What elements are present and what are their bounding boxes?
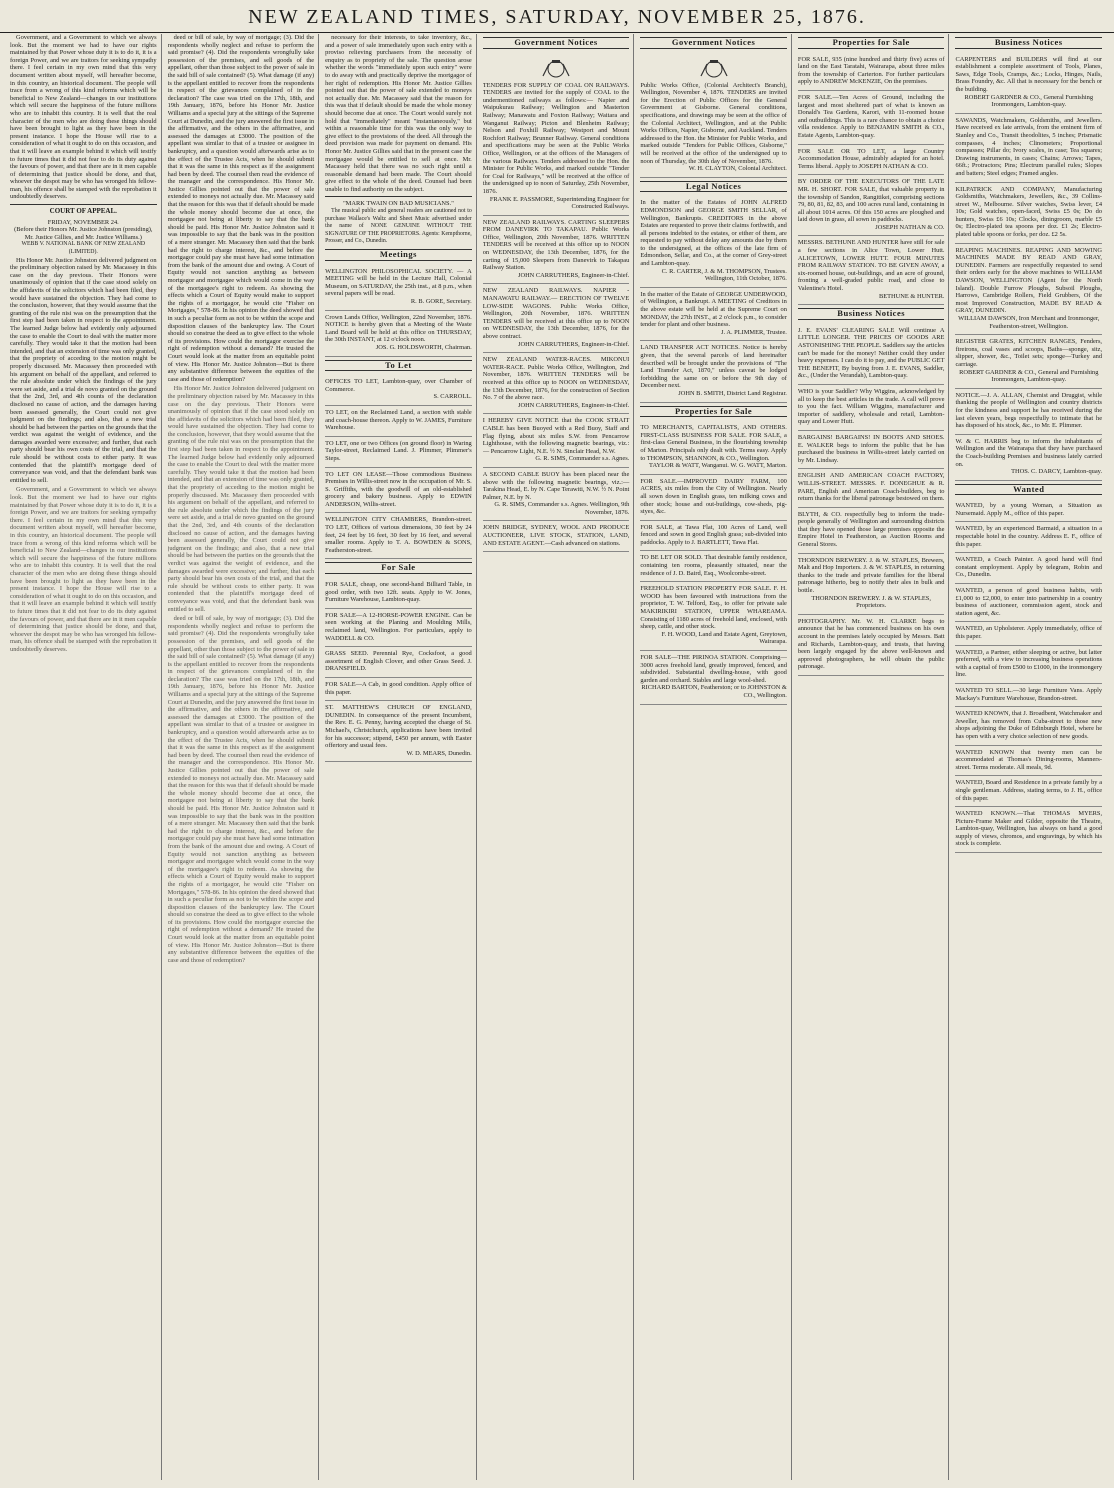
business-advert: SAWANDS, Watchmakers, Goldsmiths, and Jewellers. Have received ex late arrivals, from the eminent firm of Stanley and Co., Transit theodolites, 5 inches; Prismatic compasses, 4 inches; Clinometers; Proportional compasses; Pillar do; Ivory scales, in case; Tea squares; Drawing instruments, in cases; Chains; Arrows; Tapes, 66ft.; Protractors; Pins; Electrum parallel rules; Slopes and batters; Steel edges; Framed angles. [955, 114, 1102, 183]
notice-signature: FRANK E. PASSMORE, Superintending Engineer for Constructed Railways. [489, 195, 630, 211]
advert-signature: ROBERT GARDNER & CO., General Furnishing Ironmongers, Lambton-quay. [964, 93, 1094, 109]
notice-text: NEW ZEALAND RAILWAYS. NAPIER - MANAWATU RAILWAY.— ERECTION OF TWELVE LOW-SIDE WAGONS. Public Works Office, Wellington, 20th November, 1876. WRITTEN TENDERS will be received at this office up to NOON on WEDNESDAY, the 13th December, 1876, for the above contract. [482, 287, 630, 340]
property-advert [640, 582, 787, 651]
column-4 [483, 34, 635, 1480]
notice-text: A SECOND CABLE BUOY has been placed near the above with the following magnetic bearings, viz.:— Tarakina Head, E. by N. Cape Terawiti, N.W. ½ N. Point Palmer, N.E. by N. [482, 470, 630, 501]
sale-advert: GRASS SEED. Perennial Rye, Cocksfoot, a good assortment of English Clover, and other Grass Seed. J. DRANSFIELD. [325, 647, 472, 678]
advert-text: OFFICES TO LET, Lambton-quay, over Chamber of Commerce. [325, 378, 472, 393]
advert-text: FREEHOLD STATION PROPERTY FOR SALE. F. H. WOOD has been favoured with instructions from the proprietor, T. W. Telford, Esq., to offer for private sale MAKIRIKIRI STATION, UPPER WHAREAMA. Consisting of 1180 acres of freehold land, enclosed, with sheep, cattle, and other stock. [640, 585, 787, 631]
notice-text: LAND TRANSFER ACT NOTICES. Notice is hereby given, that the several parcels of land hereinafter described will be brought under the provisions of "The Land Transfer Act, 1870," unless caveat be lodged forbidding the same on or before the 9th day of December next. [640, 344, 787, 390]
meetings-header: Meetings [325, 249, 472, 261]
advert-text: MESSRS. BETHUNE AND HUNTER have still for sale a few sections in Alice Town, Lower Hutt. ALICETOWN, LOWER HUTT. FOUR MINUTES FROM RAILWAY STATION. TO BE GIVEN AWAY, a six-roomed house, out-buildings, and an acre of ground, fronting a well-graded public road, and close to Valentine's Hotel. [797, 239, 945, 293]
property-advert: FOR SALE.—Ten Acres of Ground, including the largest and most sheltered part of what is known as Donald's Tea Gardens, Karori, with 11-roomed house and outbuildings. This is a rare chance to obtain a choice villa residence. Apply to BENJAMIN SMITH & CO., Estate Agents, Lambton-quay. [798, 91, 945, 145]
sale-advert: FOR SALE—A Cab, in good condition. Apply office of this paper. [325, 678, 472, 701]
dateline: FRIDAY, NOVEMBER 24. [47, 218, 119, 226]
business-advert [955, 53, 1102, 114]
sale-advert: FOR SALE, cheap, one second-hand Billiard Table, in good order, with two 12ft. seats. Apply to W. Jones, Furniture Warehouse, Lambton-quay. [325, 578, 472, 609]
government-notice [483, 53, 630, 216]
business-advert: WHO is your Saddler? Why Wiggins, acknowledged by all to keep the best articles in the trade. A call will prove to you the fact. William Wiggins, manufacturer and importer of saddlery, wholesale and retail, Lambton-quay and Lower Hutt. [798, 385, 945, 431]
let-advert: TO LET ON LEASE—Those commodious Business Premises in Willis-street now in the occupation of Mr. S. S. Griffiths, with the goodwill of an old-established grocery and bakery business. Apply to EDWIN ANDERSON, Willis-street. [325, 468, 472, 514]
property-advert: FOR SALE OR TO LET, a large Country Accommodation House, admirably adapted for an hotel. Terms liberal. Apply to JOSEPH NATHAN & CO. [798, 145, 945, 176]
column-6 [798, 34, 950, 1480]
business-advert: ENGLISH AND AMERICAN COACH FACTORY, WILLIS-STREET. MESSRS. F. DONEGHUE & R. PARE, English and American Coach-builders, beg to return thanks for the liberal patronage bestowed on them. [798, 469, 945, 507]
bench-line: (Before their Honors Mr. Justice Johnston (presiding), Mr. Justice Gillies, and Mr. Justice Williams.) [14, 226, 153, 241]
article-text: Government, and a Government to which we always look. But the moment we had to have our rights maintained by that Power whose duty it is to do it, it is a foreign Power, and we are traitors for seeking sympathy there. I feel certain in my own mind that this very document written about myself, will hereafter become, in this country, an historical document. The people will trace from a wrong of this kind reforms which will be beneficial to New Zealand—changes in our institutions which will secure the happiness of the future millions who are to inhabit this country. It is well that the real character of the men who are doing these things should have been brought to light as they have been in the present instance. I hope the House will rise to a consideration of what it ought to do on this occasion, and that it will leave an example behind it which will testify to future times that it did not fear to do its duty against the favours of power, and that there are in it men capable of determining that justice should be done, and that, whoever the despot may be who has wronged his fellow-man, his offence shall be stamped with the reprobation it undoubtedly deserves. [10, 34, 157, 201]
column-7 [955, 34, 1106, 1480]
property-advert: FOR SALE, at Tawa Flat, 100 Acres of Land, well fenced and sown in good English grass; sub-divided into paddocks. Apply to J. BARTLETT, Tawa Flat. [640, 521, 787, 552]
legal-notice [640, 288, 787, 342]
rule [10, 204, 157, 205]
advert-text: ST. MATTHEW'S CHURCH OF ENGLAND, DUNEDIN. In consequence of the present Incumbent, the Rev. E. G. Penny, having accepted the charge of St. Michael's, Christchurch, applications have been invited for his successor; stipend, £450 per annum, with Easter offertory and usual fees. [325, 704, 472, 750]
advert-signature: W. D. MEARS, Dunedin. [406, 749, 472, 757]
article-text: necessary for their interests, to take inventory, &c., and a power of sale immediately upon such entry with a proviso relieving purchasers from the necessity of enquiry as to propriety of the sale. The question arose whether the words "immediately upon such entry" were to do away with and practically deprive the mortgagor of her right of redemption. His Honor Mr. Justice Gillies pointed out that the power of sale extended to moneys not actually due. Mr. Macassey said that the reason for this was that if default should be made the whole money should become due at once. The Court would surely not hold that "immediately" meant "instantaneously," but within a reasonable time for this was the only way to give effect to the provisions of the deed. All through the deed provision was made for payment on demand. His Honor Mr. Justice Gillies said that in the present case the mortgagee would be entitled to sell at once. Mr. Macassey held that there was no such right until a reasonable demand had been made. The Court should give effect to the whole of the deed. Counsel had been unable to find authority on the subject. [325, 34, 472, 193]
advert-signature: THORNDON BREWERY. J. & W. STAPLES, Proprietors. [811, 594, 931, 610]
legal-notice [640, 196, 787, 288]
article-body: His Honor Mr. Justice Johnston delivered judgment on the preliminary objection raised by Mr. Macassey in this case on the day previous. Their Honors were unanimously of opinion that if the case stood solely on the affidavits of the solicitors which had been filed, they would have sustained the objection. They had come to the conclusion, however, that they would assume that the granting of the rule nisi was on the presumption that the first step had been taken in respect to the appointment. The learned Judge below had evidently only adjourned the case to enable the Court to deal with the matter more carefully. They would take it that the motion had been intended, and that an extension of time was only granted, that the propriety of acceding to the motion might be properly discussed. Mr. Macassey then proceeded with his argument on behalf of the appellant, and referred to the rule absolute under which the findings of the jury were set aside, and a trial de novo granted on the ground that the 2nd, 3rd, and 4th counts of the declaration disclosed no cause of action, and the damages having been assessed generally, the Court could not give judgment on the findings; and also, that a new trial should be had between the parties on the grounds that the verdict was against the weight of evidence, and the damages awarded were excessive; and further, that each party should bear his own costs of the trial, and that the rule should be without costs to either party. It was contended that the plaintiff's mortgage deed of conveyance was void, and that the defendant bank was entitled to sell. [10, 256, 157, 484]
notice-signature: G. R. SIMS, Commander s.s. Agnes. [535, 455, 630, 463]
business-advert [955, 244, 1102, 336]
government-notice [483, 468, 630, 522]
case-title: WEBB V. NATIONAL BANK OF NEW ZEALAND (LIMITED). [21, 241, 146, 256]
notice-signature: JOHN CARRUTHERS, Engineer-in-Chief. [517, 271, 630, 279]
government-notice [483, 216, 630, 285]
let-advert [325, 375, 472, 406]
wanted-advert: WANTED KNOWN that twenty men can be accommodated at Thomas's Dining-rooms, Manners-street. Terms moderate. All meals, 9d. [955, 746, 1102, 777]
sale-advert [325, 701, 472, 762]
rule [325, 196, 472, 197]
wanted-advert: WANTED, an Upholsterer. Apply immediately, office of this paper. [955, 622, 1102, 645]
wanted-advert: WANTED, a person of good business habits, with £1,000 to £2,000, to enter into partnership in a country business of auctioneer, commission agent, stock and station agent, &c. [955, 584, 1102, 622]
sale-advert: FOR SALE—A 12-HORSE-POWER ENGINE. Can be seen working at the Planing and Moulding Mills, reclaimed land, Wellington. For particulars, apply to WADDELL & CO. [325, 609, 472, 647]
business-advert: BLYTH, & CO. respectfully beg to inform the trade-people generally of Wellington and surrounding districts that they have opened those large premises opposite the Empire Hotel in Featherston, as Auction Rooms and General Stores. [798, 508, 945, 554]
advert-signature: BETHUNE & HUNTER. [878, 292, 945, 300]
government-notices-header: Government Notices [483, 37, 630, 49]
property-advert: FOR SALE.—IMPROVED DAIRY FARM, 100 ACRES, six miles from the City of Wellington. Nearly all sown down in English grass, ten milking cows and other stock; house and out-buildings, cow-sheds, pig-styes, &c. [640, 475, 787, 521]
business-advert: J. E. EVANS' CLEARING SALE Will continue A LITTLE LONGER. THE PRICES OF GOODS ARE ASTONISHING THE PEOPLE. Saddlers say the articles can't be made for the money! Neither could they under heavy expenses. I can do it to pay, and the PUBLIC GET THE BENEFIT, By buying from J. E. EVANS, Saddler, &c., (Under the Verandah), Lambton-quay. [798, 324, 945, 385]
let-advert: WELLINGTON CITY CHAMBERS, Brandon-street. TO LET, Offices of various dimensions, 30 feet by 24 feet, 24 feet by 16 feet, 30 feet by 16 feet, and several smaller rooms. Apply to T. A. BOWDEN & SONS, Featherston-street. [325, 513, 472, 559]
section-header: COURT OF APPEAL. [49, 207, 117, 216]
advert-signature: F. H. WOOD, Land and Estate Agent, Greytown, Wairarapa. [661, 630, 787, 646]
advert-signature: WILLIAM DAWSON, Iron Merchant and Ironmonger, Featherston-street, Wellington. [958, 315, 1100, 330]
royal-crest-icon [539, 58, 573, 80]
notice-signature: G. R. SIMS, Commander s.s. Agnes. Wellington, 9th November, 1876. [494, 501, 630, 516]
legal-notice [640, 341, 787, 402]
notice-signature: JOHN B. SMITH, District Land Registrar. [678, 389, 787, 397]
business-advert: JOHN BRIDGE, SYDNEY, WOOL AND PRODUCE AUCTIONEER, LIVE STOCK, STATION, LAND, AND ESTATE AGENT.—Cash advanced on stations. [483, 521, 630, 552]
wanted-advert: WANTED KNOWN, that J. Broadbent, Watchmaker and Jeweller, has removed from Cuba-street to those new shops adjoining the Duke of Edinburgh Hotel, where he has open with a very choice selection of new goods. [955, 707, 1102, 745]
notice-signature: C. R. CARTER, J. & M. THOMPSON, Trustees. Wellington, 11th October, 1876. [661, 267, 787, 283]
advert-signature: THOS. C. DARCY, Lambton-quay. [1011, 468, 1103, 476]
notice-signature: W. H. CLAYTON, Colonial Architect. [688, 165, 787, 173]
meeting-notice [325, 311, 472, 357]
government-notice [483, 284, 630, 353]
column-5 [640, 34, 792, 1480]
let-advert: TO LET, on the Reclaimed Land, a section with stable and coach-house thereon. Apply to W. JAMES, Furniture Warehouse. [325, 406, 472, 437]
business-advert [955, 335, 1102, 389]
property-advert [798, 175, 945, 236]
column-2 [168, 34, 320, 1480]
column-1 [10, 34, 162, 1480]
article-text: deed or bill of sale, by way of mortgage; (3). Did the respondents wholly neglect and refuse to perform the said promise? (4). Did the respondents wrongfully take possession of the premises, and sell goods of the appellant, other than those subject to the power of sale in the said bill of sale contained? (5). What damage (if any) is the appellant entitled to recover from the respondents in respect of the grievances complained of in the declaration? The case was tried on the 17th, 18th, and 19th January, 1876, before his Honor Mr. Justice Williams and a special jury at the sittings of the Supreme Court at Dunedin, and the jury answered the first issue in the affirmative, and the others in the affirmative, and assessed the damages at £3000. The position of the appellant was similar to that of a trustee or assignee in bankruptcy, and a question would afterwards arise as to the effect of the Trustee Acts, when he should submit that it was the same in this respect as if the assignment had been by deed. The counsel then read the evidence of the manager and the correspondence. His Honor Mr. Justice Gillies pointed out that the power of sale extended to moneys not actually due. Mr. Macassey said that the reason for this was that if default should be made the whole money should become due at once, the mortgagee not being at liberty to say that the bank should be paid. His Honor Mr. Justice Johnston said it was impossible to say that the bank was in the position of a mere stranger. Mr. Macassey then said that the bank had the right to charge interest, &c., and before the mortgagor could pay she must have had some intimation from the bank of the amount due and owing. A Court of Equity would not sanction anything as between mortgagor and mortgagee which would come in the way of the mortgagee's right to redeem. As showing the effects which a Court of Equity would make to support the rights of a mortgagor, he would cite "Fisher on Mortgages," 578-86. In his opinion the deed showed that in such a peculiar form as not to be within the scope and disposition clauses of the bankruptcy law. The Court should so construe the deed as to give effect to the whole of its provisions. How could the mortgagor exercise the right of redemption without a demand? He trusted the Court would look at the matter from an equitable point of view. His Honor Mr. Justice Johnston—But is there any substantive difference between the equities of the case and those of redemption? [167, 34, 315, 383]
for-sale-header: For Sale [325, 562, 472, 574]
advert-signature: JOSEPH NATHAN & CO. [875, 223, 945, 231]
meeting-text: Crown Lands Office, Wellington, 22nd November, 1876. NOTICE is hereby given that a Meeting of the Waste Land Board will be held at this office on THURSDAY, the 30th INSTANT, at 12 o'clock noon. [325, 313, 472, 344]
legal-notices-header: Legal Notices [640, 181, 787, 193]
advert-signature: S. CARROLL. [433, 393, 472, 401]
to-let-header: To Let [325, 360, 472, 372]
royal-crest-icon [697, 58, 731, 80]
wanted-advert: WANTED KNOWN.—That THOMAS MYERS, Picture-Frame Maker and Gilder, opposite the Theatre, Lambton-quay, Wellington, has always on hand a good supply of views, chromos, and engravings, by which his stock is complete. [955, 807, 1102, 853]
properties-for-sale-header: Properties for Sale [798, 37, 945, 49]
business-notices-header: Business Notices [955, 37, 1102, 49]
masthead-title: NEW ZEALAND TIMES, SATURDAY, NOVEMBER 25, 1876. [248, 6, 866, 28]
advert-text: The musical public and general readers are cautioned not to purchase Wallace's Waltz and Sheet Music advertised under the name of NONE GENUINE WITHOUT THE SIGNATURE OF THE PROPRIETORS. Agents: Kempthorne, Prosser, and Co., Dunedin. [325, 208, 472, 245]
notice-text: NEW ZEALAND WATER-RACES. MIKONUI WATER-RACE. Public Works Office, Wellington, 2nd November, 1876. WRITTEN TENDERS will be received at this office up to NOON on WEDNESDAY, the 13th December, 1876, for the construction of Section No. 7 of the above race. [482, 356, 630, 402]
wanted-header: Wanted [955, 484, 1102, 496]
columns [10, 34, 1106, 1480]
business-advert: NOTICE.—J. A. ALLAN, Chemist and Druggist, while thanking the people of Wellington and country districts for the kindness and support he has received during the last eleven years, begs respectfully to intimate that he has disposed of his stock, &c., to Mr. E. Plimmer. [955, 389, 1102, 435]
column-3 [325, 34, 477, 1480]
wanted-advert: WANTED, Board and Residence in a private family by a single gentleman. Address, stating terms, to J. H., office of this paper. [955, 776, 1102, 807]
properties-for-sale-header: Properties for Sale [640, 406, 787, 418]
notice-signature: JOHN CARRUTHERS, Engineer-in-Chief. [517, 401, 630, 409]
property-advert: FOR SALE, 935 (nine hundred and thirty five) acres of land on the East Taratahi, Wairarapa, about three miles from the township of Carterton. For further particulars apply to ANDREW McKENZIE, On the premises. [798, 53, 945, 91]
meeting-notice [325, 265, 472, 311]
advert-text: BY ORDER OF THE EXECUTORS OF THE LATE MR. H. SHORT. FOR SALE, that valuable property in the township of Sandon, Rangitikei, comprising sections 79, 80, 81, 82, 83, and 100 acres rural land, containing in all about 1014 acres. Of this 150 acres are ploughed and laid down in grass, all sown in paddocks. [797, 178, 945, 224]
meeting-signature: R. B. GORE, Secretary. [410, 298, 472, 305]
advert-text: REGISTER GRATES, KITCHEN RANGES, Fenders, fireirons, coal vases and scoops, Baths—sponge, sitz, slipper, shower, &c., Toilet sets; sponge—Turkey and carriage. [955, 338, 1103, 368]
notice-text: NEW ZEALAND RAILWAYS. CARTING SLEEPERS FROM DANEVIRK TO TAKAPAU. Public Works Office, Wellington, 20th November, 1876. WRITTEN TENDERS will be received at this office up to NOON on WEDNESDAY, the 13th December, 1876, for the carting of 15,000 Sleepers from Danevirk to Takapau Railway Station. [482, 218, 630, 272]
wanted-advert: WANTED TO SELL.—30 large Furniture Vans. Apply Mackay's Furniture Warehouse, Brandon-street. [955, 684, 1102, 707]
government-notice [640, 53, 787, 178]
let-advert: TO LET, one or two Offices (on ground floor) in Waring Taylor-street, Reclaimed Land. J. Plimmer, Plimmer's Steps. [325, 437, 472, 468]
advert-text: W. & C. HARRIS beg to inform the inhabitants of Wellington and the Wairarapa that they have purchased the Coach-building Premises and business lately carried on. [955, 437, 1103, 468]
government-notice [483, 414, 630, 468]
business-notices-header: Business Notices [798, 308, 945, 320]
property-advert [798, 236, 945, 305]
advert-text: FOR SALE—THE PIRINOA STATION. Comprising—3000 acres freehold land, greatly improved, fenced, and subdivided. Substantial dwelling-house, with good garden and orchard. Stables and large wool-shed. [640, 654, 787, 684]
notice-text: In the matter of the Estates of JOHN ALFRED EDMONDSON and GEORGE SMITH SELLAR, of Wellington, Bankrupts. CREDITORS in the above Estates are requested to prove their claims forthwith, and all persons indebted to the estates, or either of them, are requested to pay without delay any amounts due by them to the undersigned, at the offices of the late firm of Edmondson, Sellar, and Co., at the corner of Grey-street and Lambton-quay. [640, 199, 787, 268]
article-text-continued: deed or bill of sale, by way of mortgage; (3). Did the respondents wholly neglect and refuse to perform the said promise? (4). Did the respondents wrongfully take possession of the premises, and sell goods of the appellant, other than those subject to the power of sale in the said bill of sale contained? (5). What damage (if any) is the appellant entitled to recover from the respondents in respect of the grievances complained of in the declaration? The case was tried on the 17th, 18th, and 19th January, 1876, before his Honor Mr. Justice Williams and a special jury at the sittings of the Supreme Court at Dunedin, and the jury answered the first issue in the affirmative, and the others in the affirmative, and assessed the damages at £3000. The position of the appellant was similar to that of a trustee or assignee in bankruptcy, and a question would afterwards arise as to the effect of the Trustee Acts, when he should submit that it was the same in this respect as if the assignment had been by deed. The counsel then read the evidence of the manager and the correspondence. His Honor Mr. Justice Gillies pointed out that the power of sale extended to moneys not actually due. Mr. Macassey said that the reason for this was that if default should be made the whole money should become due at once, the mortgagee not being at liberty to say that the bank should be paid. His Honor Mr. Justice Johnston said it was impossible to say that the bank was in the position of a mere stranger. Mr. Macassey then said that the bank had the right to charge interest, &c., and before the mortgagor could pay she must have had some intimation from the bank of the amount due and owing. A Court of Equity would not sanction anything as between mortgagor and mortgagee which would come in the way of the mortgagee's right to redeem. As showing the effects which a Court of Equity would make to support the rights of a mortgagor, he would cite "Fisher on Mortgages," 578-86. In his opinion the deed showed that in such a peculiar form as not to be within the scope and disposition clauses of the bankruptcy law. The Court should so construe the deed as to give effect to the whole of its provisions. How could the mortgagor exercise the right of redemption without a demand? He trusted the Court would look at the matter from an equitable point of view. His Honor Mr. Justice Johnston—But is there any substantive difference between the equities of the case and those of redemption? [167, 615, 315, 964]
advert-text: THORNDON BREWERY. J. & W. STAPLES, Brewers, Malt and Hop Importers. J. & W. STAPLES, in returning thanks to the trade and private families for the liberal patronage hitherto, beg to notify their ales in bulk and bottle. [797, 556, 945, 595]
advert-signature: TAYLOR & WATT, Wanganui. W. G. WATT, Marton. [649, 462, 787, 470]
advert-text: REAPING MACHINES. REAPING AND MOWING MACHINES MADE BY READ AND GRAY, DUNEDIN. Farmers are respectfully requested to send their orders early for the above machines to WILLIAM DAWSON, WELLINGTON (Agent for the North Island). Double Furrow Ploughs, Subsoil Ploughs, Harrows, Cambridge Rollers, Field Grubbers, Of the most Improved Construction, MADE BY READ & GRAY, DUNEDIN. [955, 246, 1103, 315]
property-advert: TO BE LET OR SOLD. That desirable family residence, containing ten rooms, pleasantly situated, near the residence of J. D. Baird, Esq., Woolcombe-street. [640, 551, 787, 582]
advert-signature: RICHARD BARTON, Featherston; or to JOHNSTON & CO., Wellington. [641, 684, 787, 699]
notice-text: TENDERS FOR SUPPLY OF COAL ON RAILWAYS. TENDERS are invited for the supply of COAL to the undermentioned railways as follows:— Napier and Waipukurau Railway; Wellington and Masterton Railway; Manawatu and Foxton Railway; Waitara and Wanganui Railway; Picton and Blenheim Railway; Nelson and Foxhill Railway; Westport and Mount Rochfort Railway; Brunner Railway. General conditions and specifications may be seen at the Public Works Office, Wellington, or at the offices of the Managers of the various Railways. Tenders addressed to the Hon. the Minister for Public Works, and marked outside "Tender for Coal for Railways," will be received at the office of the undersigned up to noon of Saturday, 25th November, 1876. [482, 81, 630, 195]
notice-signature: J. A. PLIMMER, Trustee. [721, 328, 787, 336]
wanted-advert: WANTED, a Partner, either sleeping or active, but latter preferred, with a view to increasing business operations with a capital of from £500 to £1000, in the ironmongery line. [955, 646, 1102, 684]
meeting-text: WELLINGTON PHILOSOPHICAL SOCIETY. — A MEETING will be held in the Lecture Hall, Colonial Museum, on SATURDAY, the 25th inst., at 8 p.m., when several papers will be read. [325, 267, 472, 298]
article-text-continued: His Honor Mr. Justice Johnston delivered judgment on the preliminary objection raised by Mr. Macassey in this case on the day previous. Their Honors were unanimously of opinion that if the case stood solely on the affidavits of the solicitors which had been filed, they would have sustained the objection. They had come to the conclusion, however, that they would assume that the granting of the rule nisi was on the presumption that the first step had been taken in respect to the appointment. The learned Judge below had evidently only adjourned the case to enable the Court to deal with the matter more carefully. They would take it that the motion had been intended, and that an extension of time was only granted, that the propriety of acceding to the motion might be properly discussed. Mr. Macassey then proceeded with his argument on behalf of the appellant, and referred to the rule absolute under which the findings of the jury were set aside, and a trial de novo granted on the ground that the 2nd, 3rd, and 4th counts of the declaration disclosed no cause of action, and the damages having been assessed generally, the Court could not give judgment on the findings; and also, that a new trial should be had between the parties on the grounds that the verdict was against the weight of evidence, and the damages awarded were excessive; and further, that each party should bear his own costs of the trial, and that the rule should be without costs to either party. It was contended that the plaintiff's mortgage deed of conveyance was void, and that the defendant bank was entitled to sell. [167, 385, 315, 613]
government-notices-header: Government Notices [640, 37, 787, 49]
article-body-continued: Government, and a Government to which we always look. But the moment we had to have our rights maintained by that Power whose duty it is to do it, it is a foreign Power, and we are traitors for seeking sympathy there. I feel certain in my own mind that this very document written about myself, will hereafter become, in this country, an historical document. The people will trace from a wrong of this kind reforms which will be beneficial to New Zealand—changes in our institutions which will secure the happiness of the future millions who are to inhabit this country. It is well that the real character of the men who are doing these things should have been brought to light as they have been in the present instance. I hope the House will rise to a consideration of what it ought to do on this occasion, and that it will leave an example behind it which will testify to future times that it did not fear to do its duty against the favours of power, and that there are in it men capable of determining that justice should be done, and that, whoever the despot may be who has wronged his fellow-man, his offence shall be stamped with the reprobation it undoubtedly deserves. [10, 486, 157, 653]
business-advert [798, 554, 945, 615]
notice-text: Public Works Office, (Colonial Architect's Branch), Wellington, November 4, 1876. TENDERS are invited for the Erection of Public Offices for the General Government at Gisborne. General conditions, specifications, and drawings may be seen at the office of the Colonial Architect, Wellington, and at the Public Works Offices, Napier, Gisborne, and Auckland. Tenders addressed to the Hon. the Minister for Public Works, and marked outside "Tenders for Public Offices, Gisborne," will be received at the office of the undersigned up to noon of Thursday, the 30th day of November, 1876. [640, 81, 787, 165]
advert-heading: "MARK TWAIN ON BAD MUSICIANS." [343, 200, 454, 208]
meeting-signature: JOS. G. HOLDSWORTH, Chairman. [375, 343, 472, 351]
business-advert: KILPATRICK AND COMPANY, Manufacturing Goldsmiths, Watchmakers, Jewellers, &c., 39 Collins-street W., Melbourne. Silver watches, Swiss lever, £4 10s; Gold watches, open-faced, Swiss £5 0s; Do do hunters, Swiss £6 10s; Clocks, diningroom, marble £5 0s; Electro-plated tea spoons per doz. £1 2s; Electro-plated table spoons or forks, per doz. £2 5s. [955, 183, 1102, 244]
property-advert [640, 421, 787, 475]
notice-text: In the matter of the Estate of GEORGE UNDERWOOD, of Wellington, a Bankrupt. A MEETING of Creditors in the above estate will be held at the Supreme Court on MONDAY, the 27th INST., at 2 o'clock p.m., to consider tender for plant and other business. [640, 290, 787, 329]
business-advert: PHOTOGRAPHY. Mr. W. H. CLARKE begs to announce that he has commenced business on his own account in the premises lately occupied by Messrs. Batt and Richards, Lambton-quay, and trusts, that having been largely engaged by the above well-known and approved photographers, he will obtain the public patronage. [798, 615, 945, 676]
business-advert [955, 435, 1102, 481]
masthead [0, 6, 1114, 33]
property-advert [640, 651, 787, 705]
wanted-advert: WANTED, by an experienced Barmaid, a situation in a respectable hotel in the country. Address E. F., office of this paper. [955, 522, 1102, 553]
business-advert: BARGAINS! BARGAINS! IN BOOTS AND SHOES. E. WALKER begs to inform the public that he has purchased the business in Willis-street lately carried on by Mr. Lindsay. [798, 431, 945, 469]
government-notice [483, 353, 630, 414]
advert-text: TO MERCHANTS, CAPITALISTS, AND OTHERS. FIRST-CLASS BUSINESS FOR SALE. FOR SALE, a first-class General Business, in the flourishing township of Marton. Principals only dealt with. Terms easy. Apply to THOMPSON, SHANNON, & CO., Wellington. [640, 424, 787, 462]
notice-signature: JOHN CARRUTHERS, Engineer-in-Chief. [517, 340, 630, 348]
advert-text: CARPENTERS and BUILDERS will find at our establishment a complete assortment of Tools, Planes, Saws, Edge Tools, Cramps, &c.; Locks, Hinges, Nails, Brass Foundry, &c. All that is necessary for the bench or the building. [955, 55, 1103, 93]
wanted-advert: WANTED, a Coach Painter. A good hand will find constant employment. Apply by telegram, Robin and Co., Dunedin. [955, 553, 1102, 584]
advert-signature: ROBERT GARDNER & CO., General and Furnishing Ironmongers, Lambton-quay. [959, 368, 1099, 384]
notice-text: I HEREBY GIVE NOTICE that the COOK STRAIT CABLE has been Buoyed with a Red Buoy, Staff and Flag flying, about six miles S.W. from Pencarrow Lighthouse, with the following magnetic bearings, viz.:— Pencarrow Light, N.E. ½ N. Sinclair Head, N.W. [482, 417, 630, 455]
wanted-advert: WANTED, by a young Woman, a Situation as Nursemaid. Apply M., office of this paper. [955, 499, 1102, 522]
